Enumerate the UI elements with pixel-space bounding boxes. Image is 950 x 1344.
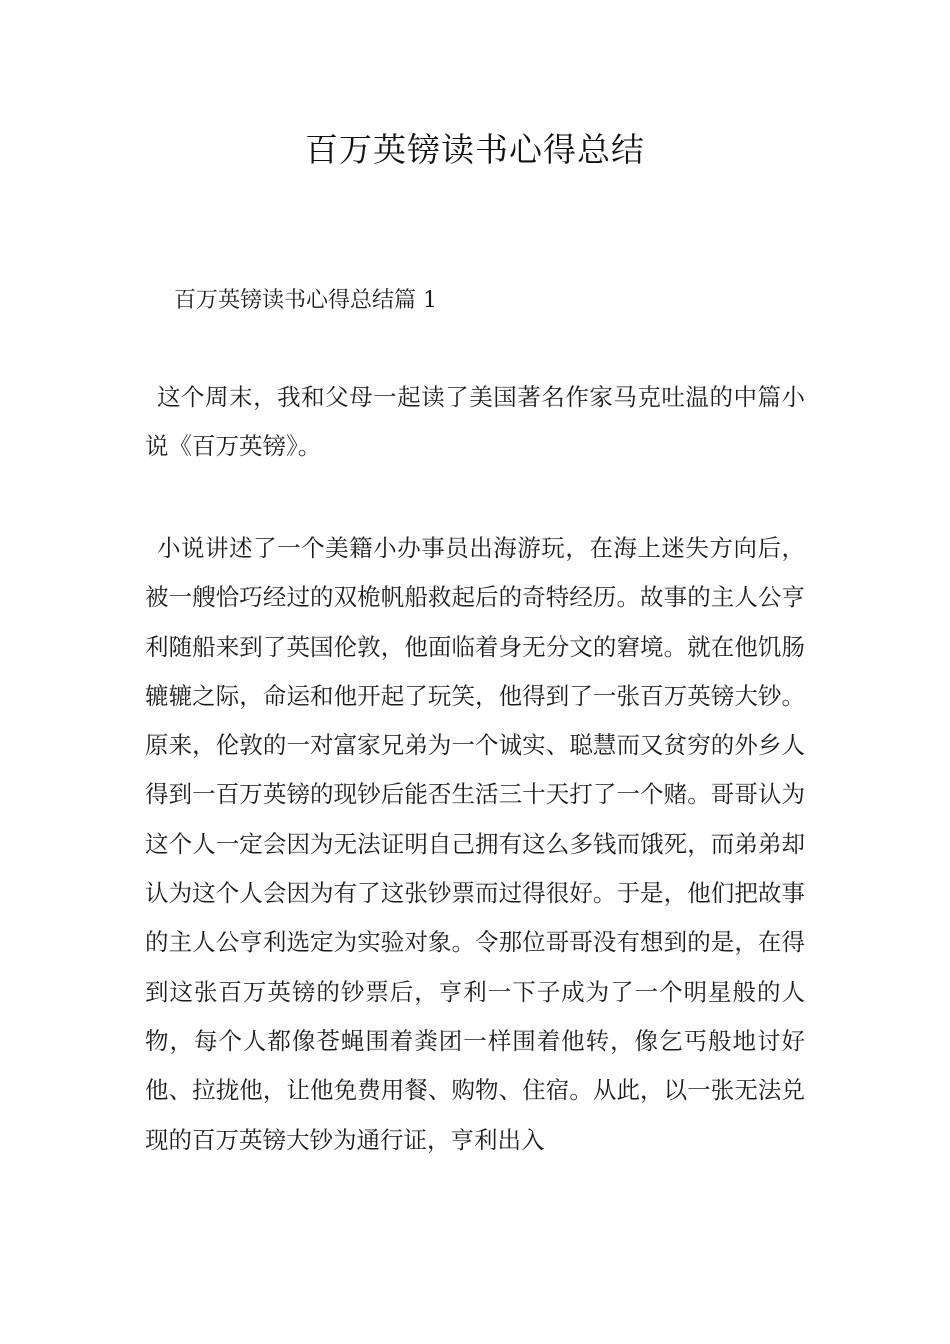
body-paragraph-1: 这个周末，我和父母一起读了美国著名作家马克吐温的中篇小说《百万英镑》。: [145, 383, 805, 461]
body-paragraph-2: 小说讲述了一个美籍小办事员出海游玩，在海上迷失方向后，被一艘恰巧经过的双桅帆船救起后的奇特经历。故事的主人公亨利随船来到了英国伦敦，他面临着身无分文的窘境。就在他饥肠辘辘之际，命运和他开起了玩笑，他得到了一张百万英镑大钞。原来，伦敦的一对富家兄弟为一个诚实、聪慧而又贫穷的外乡人得到一百万英镑的现钞后能否生活三十天打了一个赌。哥哥认为这个人一定会因为无法证明自己拥有这么多钱而饿死，而弟弟却认为这个人会因为有了这张钞票而过得很好。于是，他们把故事的主人公亨利选定为实验对象。令那位哥哥没有想到的是，在得到这张百万英镑的钞票后，亨利一下子成为了一个明星般的人物，每个人都像苍蝇围着粪团一样围着他转，像乞丐般地讨好他、拉拢他，让他免费用餐、购物、住宿。从此，以一张无法兑现的百万英镑大钞为通行证，亨利出入: [145, 534, 805, 1154]
section-heading: 百万英镑读书心得总结篇 1: [174, 288, 437, 313]
document-title: 百万英镑读书心得总结: [305, 130, 645, 169]
